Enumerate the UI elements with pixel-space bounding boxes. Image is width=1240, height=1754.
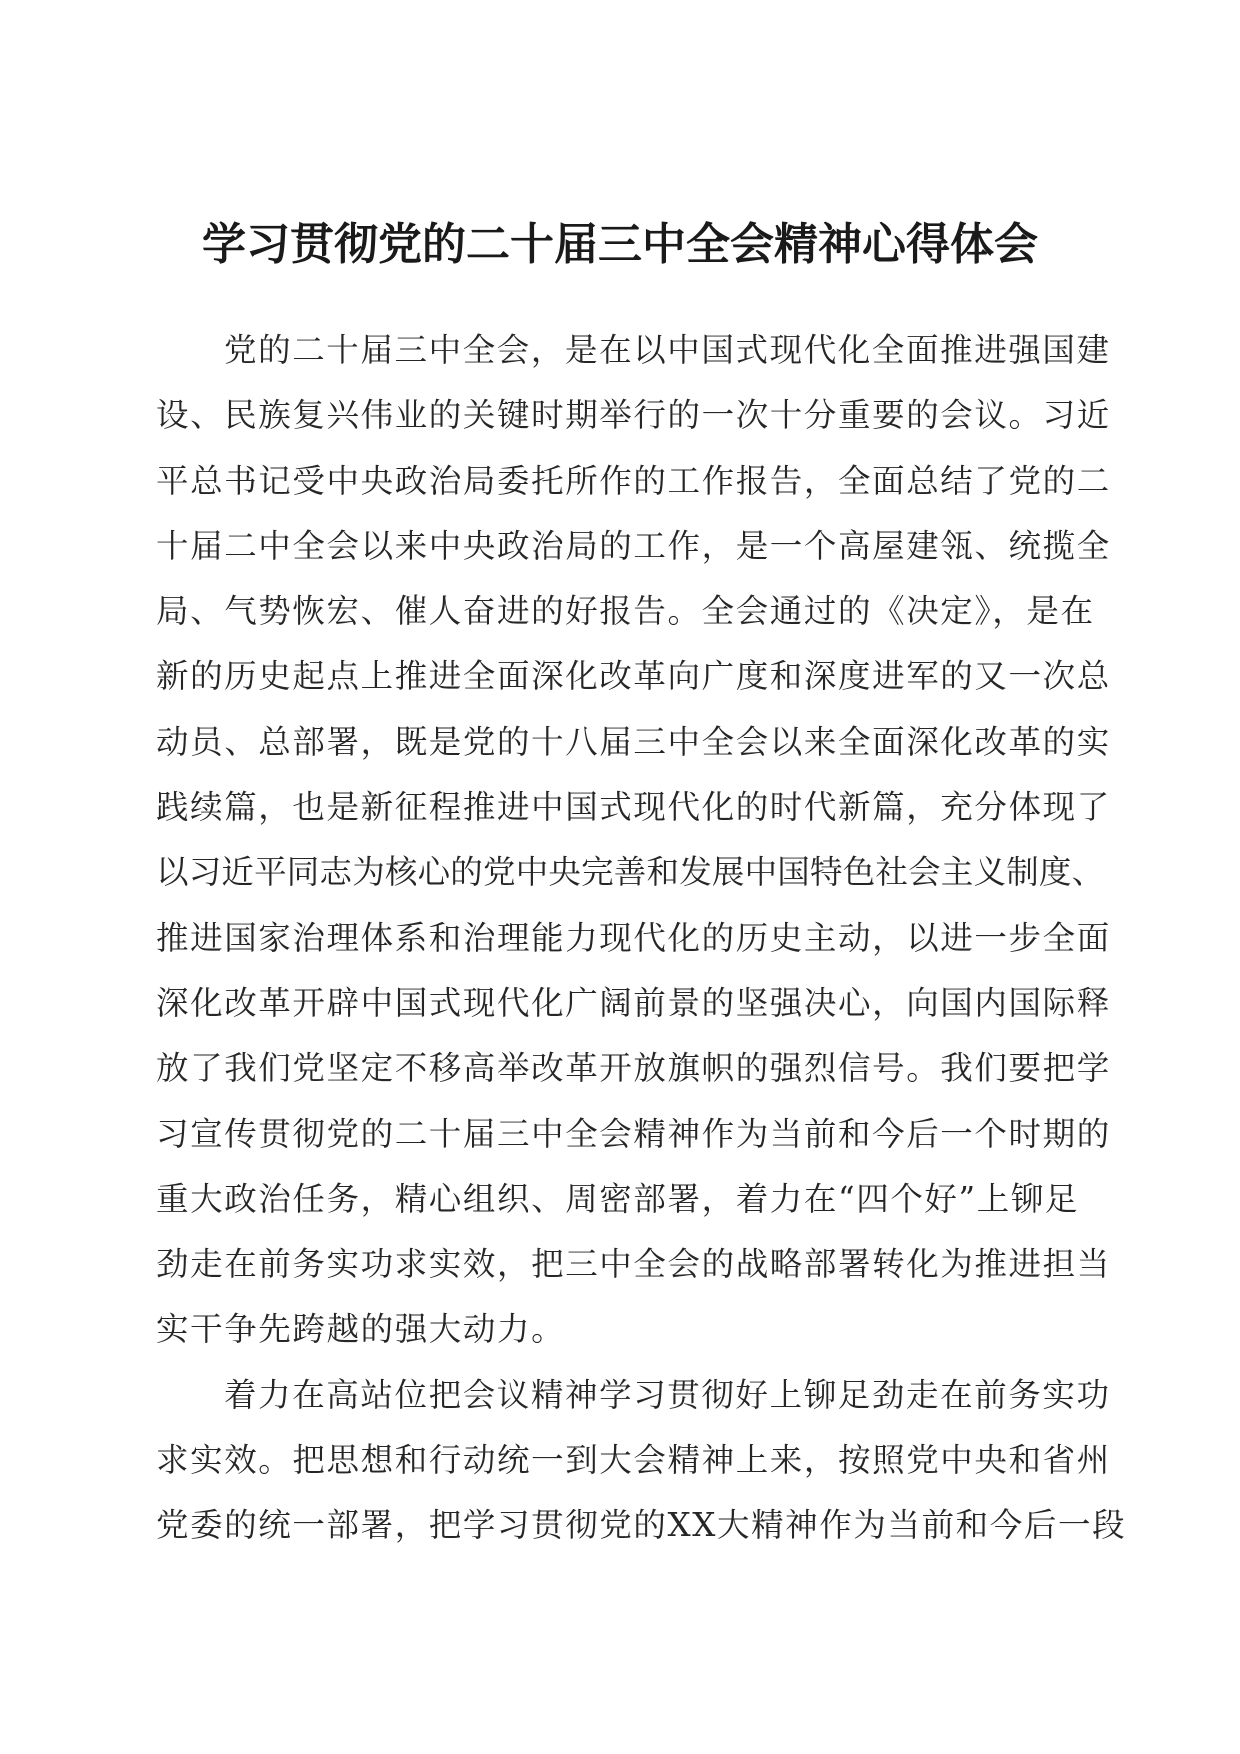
text-line: 党委的统一部署，把学习贯彻党的XX大精神作为当前和今后一段 (156, 1506, 1127, 1545)
paragraph-2 (156, 1363, 1127, 1559)
text-line: 求实效。把思想和行动统一到大会精神上来，按照党中央和省州 (156, 1441, 1111, 1480)
document-title: 学习贯彻党的二十届三中全会精神心得体会 (202, 219, 1038, 270)
text-line: 劲走在前务实功求实效，把三中全会的战略部署转化为推进担当 (156, 1245, 1111, 1284)
text-line: 习宣传贯彻党的二十届三中全会精神作为当前和今后一个时期的 (156, 1114, 1111, 1153)
document-body (156, 318, 1127, 1559)
text-line: 设、民族复兴伟业的关键时期举行的一次十分重要的会议。习近 (156, 396, 1111, 435)
text-line: 党的二十届三中全会，是在以中国式现代化全面推进强国建 (224, 331, 1111, 369)
text-line: 放了我们党坚定不移高举改革开放旗帜的强烈信号。我们要把学 (156, 1049, 1111, 1088)
text-line: 实干争先跨越的强大动力。 (156, 1310, 566, 1349)
text-line: 以习近平同志为核心的党中央完善和发展中国特色社会主义制度、 (156, 853, 1105, 892)
text-line: 新的历史起点上推进全面深化改革向广度和深度进军的又一次总 (156, 657, 1111, 696)
text-line: 十届二中全会以来中央政治局的工作，是一个高屋建瓴、统揽全 (156, 526, 1111, 565)
text-line: 着力在高站位把会议精神学习贯彻好上铆足劲走在前务实功 (224, 1375, 1111, 1414)
text-line: 动员、总部署，既是党的十八届三中全会以来全面深化改革的实 (156, 722, 1111, 761)
text-line: 局、气势恢宏、催人奋进的好报告。全会通过的《决定》，是在 (156, 592, 1095, 631)
text-line: 重大政治任务，精心组织、周密部署，着力在“四个好”上铆足 (156, 1179, 1080, 1218)
text-line: 推进国家治理体系和治理能力现代化的历史主动，以进一步全面 (156, 918, 1111, 957)
text-line: 深化改革开辟中国式现代化广阔前景的坚强决心，向国内国际释 (156, 983, 1111, 1022)
text-line: 践续篇，也是新征程推进中国式现代化的时代新篇，充分体现了 (156, 788, 1111, 827)
text-line: 平总书记受中央政治局委托所作的工作报告，全面总结了党的二 (156, 461, 1111, 500)
paragraph-1 (156, 318, 1116, 1363)
